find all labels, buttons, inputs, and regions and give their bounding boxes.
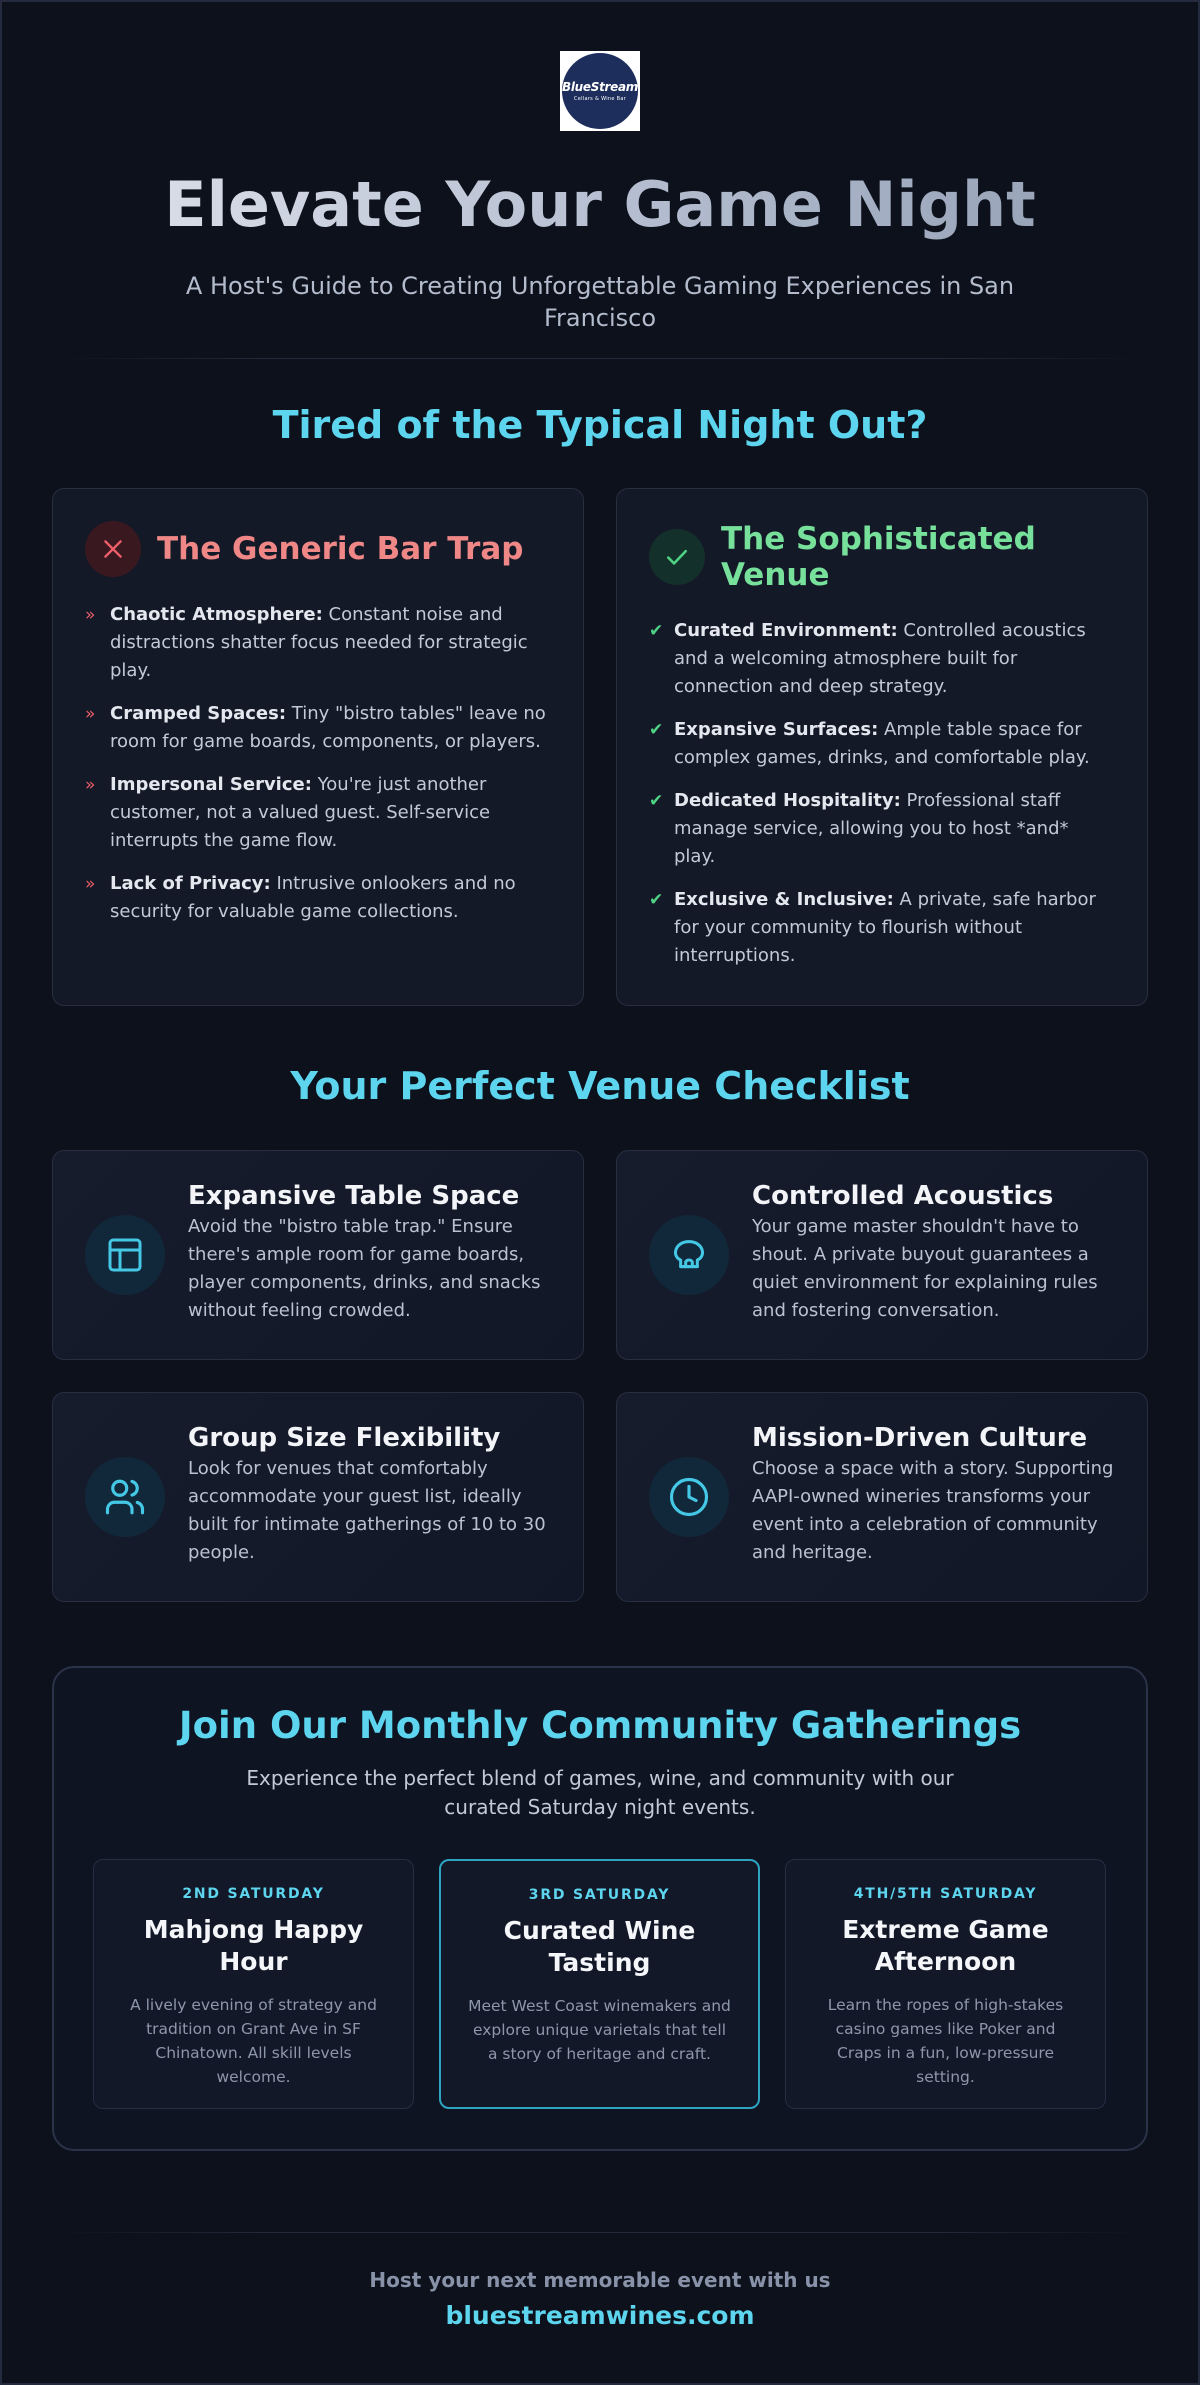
checklist-item-title: Group Size Flexibility [188,1423,501,1453]
checklist-item-title: Controlled Acoustics [752,1181,1054,1211]
event-tag: 4TH/5TH SATURDAY [853,1886,1038,1902]
generic-bar-header [85,521,523,577]
checklist-item-title: Mission-Driven Culture [752,1423,1088,1453]
item-text: Tiny "bistro tables" leave no room for game boards, components, or players. [110,703,546,752]
list-item [85,601,551,685]
brand-logo [560,51,640,131]
event-title: Curated Wine Tasting [503,1916,696,1977]
layout-icon [85,1215,165,1295]
footer-divider [52,2232,1148,2233]
hero-title: Elevate Your Game Night [0,168,1200,241]
clock-icon [649,1457,729,1537]
item-label: Impersonal Service: [110,774,312,795]
event-desc: Learn the ropes of high-stakes casino games like Poker and Craps in a fun, low-pressure setting. [827,1996,1064,2086]
item-text: Constant noise and distractions shatter focus needed for strategic play. [110,604,528,681]
double-chevron-icon: » [85,605,96,625]
event-desc: Meet West Coast winemakers and explore unique varietals that tell a story of heritage and craft. [468,1997,731,2063]
item-label: Cramped Spaces: [110,703,287,724]
event-tag: 3RD SATURDAY [528,1887,671,1903]
generic-bar-list [85,601,551,941]
list-item [649,787,1115,871]
item-text: You're just another customer, not a valued guest. Self-service interrupts the game flow. [110,774,491,851]
checklist-card-table-space [52,1150,584,1360]
sophisticated-venue-list [649,617,1115,985]
event-card-wine-tasting[interactable] [439,1859,760,2109]
check-icon [649,529,705,585]
sophisticated-venue-card [616,488,1148,1006]
double-chevron-icon: » [85,704,96,724]
list-item [85,870,551,926]
item-text: Intrusive onlookers and no security for valuable game collections. [110,873,516,922]
sophisticated-venue-header [649,521,1101,593]
list-item [649,716,1115,772]
checklist-card-culture [616,1392,1148,1602]
event-card-game-afternoon[interactable] [785,1859,1106,2109]
item-label: Chaotic Atmosphere: [110,604,323,625]
checklist-item-desc: Choose a space with a story. Supporting AAPI-owned wineries transforms your event into a celebration of community and heritage. [752,1458,1114,1563]
event-title: Extreme Game Afternoon [842,1915,1049,1976]
community-subtitle: Experience the perfect blend of games, wine, and community with our curated Saturday night events. [246,1766,954,1819]
checklist-item-desc: Your game master shouldn't have to shout. A private buyout guarantees a quiet environment for explaining rules and fostering conversation. [752,1216,1098,1321]
footer-website-link[interactable]: bluestreamwines.com [445,2301,755,2330]
users-icon [85,1457,165,1537]
footer-cta: Host your next memorable event with us [369,2268,831,2292]
generic-bar-card [52,488,584,1006]
community-section [52,1666,1148,2151]
double-chevron-icon: » [85,874,96,894]
event-desc: A lively evening of strategy and tradition on Grant Ave in SF Chinatown. All skill levels welcome. [130,1996,377,2086]
item-label: Dedicated Hospitality: [674,790,901,811]
check-mark-icon: ✔ [649,791,664,811]
logo-subtitle: Cellars & Wine Bar [573,96,627,102]
divider [52,358,1148,359]
hero-subtitle: A Host's Guide to Creating Unforgettable Gaming Experiences in San Francisco [185,272,1015,332]
checklist-card-acoustics [616,1150,1148,1360]
logo-badge [562,53,638,129]
comparison-title: Tired of the Typical Night Out? [272,403,928,447]
checklist-item-title: Expansive Table Space [188,1181,520,1211]
generic-bar-title: The Generic Bar Trap [157,531,524,567]
double-chevron-icon: » [85,775,96,795]
sophisticated-venue-title: The Sophisticated Venue [721,521,1036,593]
check-mark-icon: ✔ [649,890,664,910]
item-text: Ample table space for complex games, drinks, and comfortable play. [674,719,1090,768]
event-tag: 2ND SATURDAY [182,1886,325,1902]
community-title: Join Our Monthly Community Gatherings [178,1704,1022,1747]
list-item [649,886,1115,970]
check-mark-icon: ✔ [649,621,664,641]
item-label: Exclusive & Inclusive: [674,889,894,910]
list-item [85,700,551,756]
chef-hat-icon [649,1215,729,1295]
checklist-card-group-size [52,1392,584,1602]
item-text: Professional staff manage service, allowing you to host *and* play. [674,790,1069,867]
event-title: Mahjong Happy Hour [143,1915,364,1976]
item-text: A private, safe harbor for your community to flourish without interruptions. [674,889,1096,966]
list-item [649,617,1115,701]
x-icon [85,521,141,577]
list-item [85,771,551,855]
checklist-item-desc: Avoid the "bistro table trap." Ensure there's ample room for game boards, player components, drinks, and snacks without feeling crowded. [188,1216,541,1321]
item-label: Expansive Surfaces: [674,719,879,740]
logo-name: BlueStream [562,80,638,94]
check-mark-icon: ✔ [649,720,664,740]
item-label: Lack of Privacy: [110,873,271,894]
event-card-mahjong[interactable] [93,1859,414,2109]
checklist-item-desc: Look for venues that comfortably accommodate your guest list, ideally built for intimate gatherings of 10 to 30 people. [188,1458,546,1563]
item-text: Controlled acoustics and a welcoming atmosphere built for connection and deep strategy. [674,620,1086,697]
checklist-title: Your Perfect Venue Checklist [290,1064,910,1108]
item-label: Curated Environment: [674,620,898,641]
